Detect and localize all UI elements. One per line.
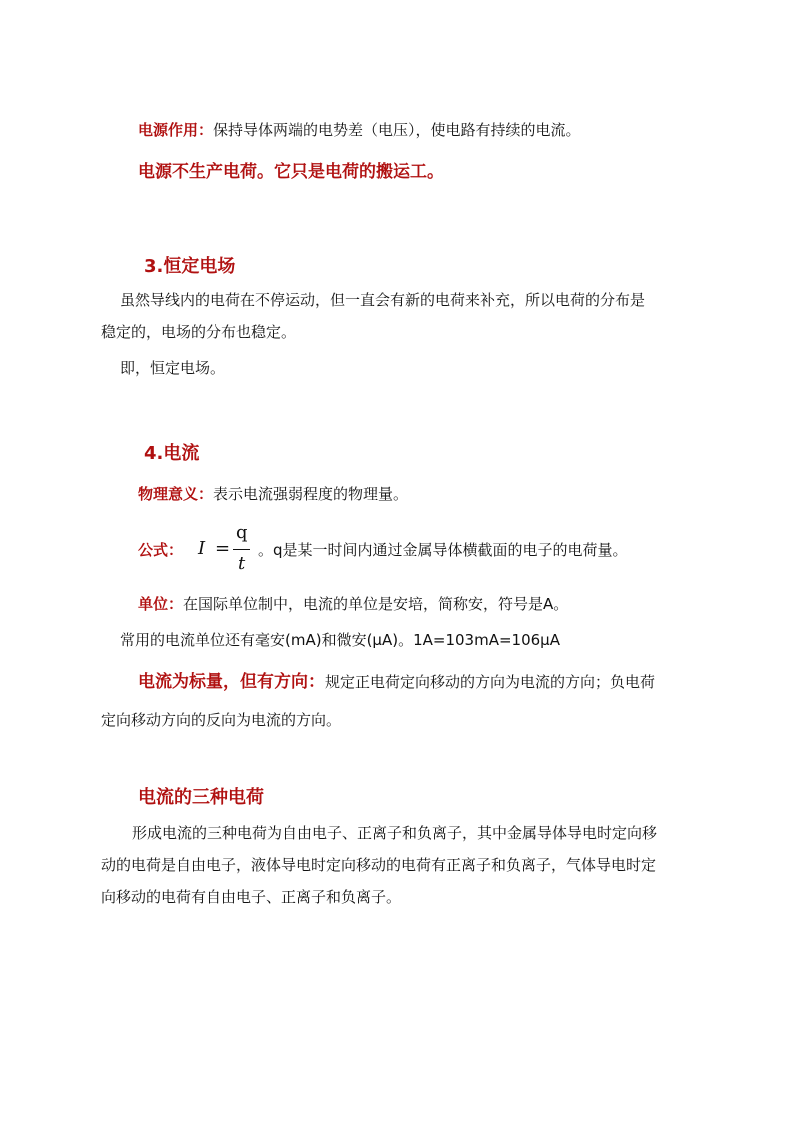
charges-line3: 向移动的电荷有自由电子、正离子和负离子。	[101, 888, 402, 906]
direction-label: 电流为标量，但有方向：	[138, 672, 325, 692]
formula-numerator: q	[236, 522, 248, 543]
section4-heading: 4.电流	[144, 443, 200, 464]
power-note-text: 电源不生产电荷。它只是电荷的搬运工。	[138, 162, 444, 182]
fraction-bar	[233, 549, 250, 550]
direction-paragraph	[138, 672, 655, 692]
formula-denominator: t	[238, 553, 246, 574]
formula-label: 公式：	[138, 541, 184, 559]
charges-line1: 形成电流的三种电荷为自由电子、正离子和负离子，其中金属导体导电时定向移	[132, 824, 658, 842]
formula-equals: =	[215, 538, 231, 559]
meaning-text: 表示电流强弱程度的物理量。	[213, 485, 409, 503]
section3-line3: 即，恒定电场。	[120, 359, 226, 377]
power-paragraph	[138, 120, 581, 140]
common-units: 常用的电流单位还有毫安(mA)和微安(μA)。1A=103mA=106μA	[120, 631, 560, 649]
section3-line1: 虽然导线内的电荷在不停运动，但一直会有新的电荷来补充，所以电荷的分布是	[120, 291, 646, 309]
direction-text2: 定向移动方向的反向为电流的方向。	[101, 711, 342, 729]
power-note	[138, 162, 444, 182]
unit-label: 单位：	[138, 595, 184, 613]
direction-text1: 规定正电荷定向移动的方向为电流的方向；负电荷	[325, 673, 656, 691]
power-text: 保持导体两端的电势差（电压），使电路有持续的电流。	[213, 121, 581, 139]
charges-heading: 电流的三种电荷	[138, 787, 264, 808]
meaning-label: 物理意义：	[138, 485, 214, 503]
meaning-paragraph	[138, 484, 408, 504]
section3-line2: 稳定的，电场的分布也稳定。	[101, 323, 297, 341]
power-label: 电源作用：	[138, 121, 214, 139]
formula-text: 。q是某一时间内通过金属导体横截面的电子的电荷量。	[258, 541, 628, 559]
section3-heading: 3.恒定电场	[144, 256, 236, 277]
formula-lhs: I	[198, 538, 206, 559]
unit-text: 在国际单位制中，电流的单位是安培，简称安，符号是A。	[183, 595, 569, 613]
unit-paragraph	[138, 594, 568, 614]
charges-line2: 动的电荷是自由电子，液体导电时定向移动的电荷有正离子和负离子，气体导电时定	[101, 856, 657, 874]
